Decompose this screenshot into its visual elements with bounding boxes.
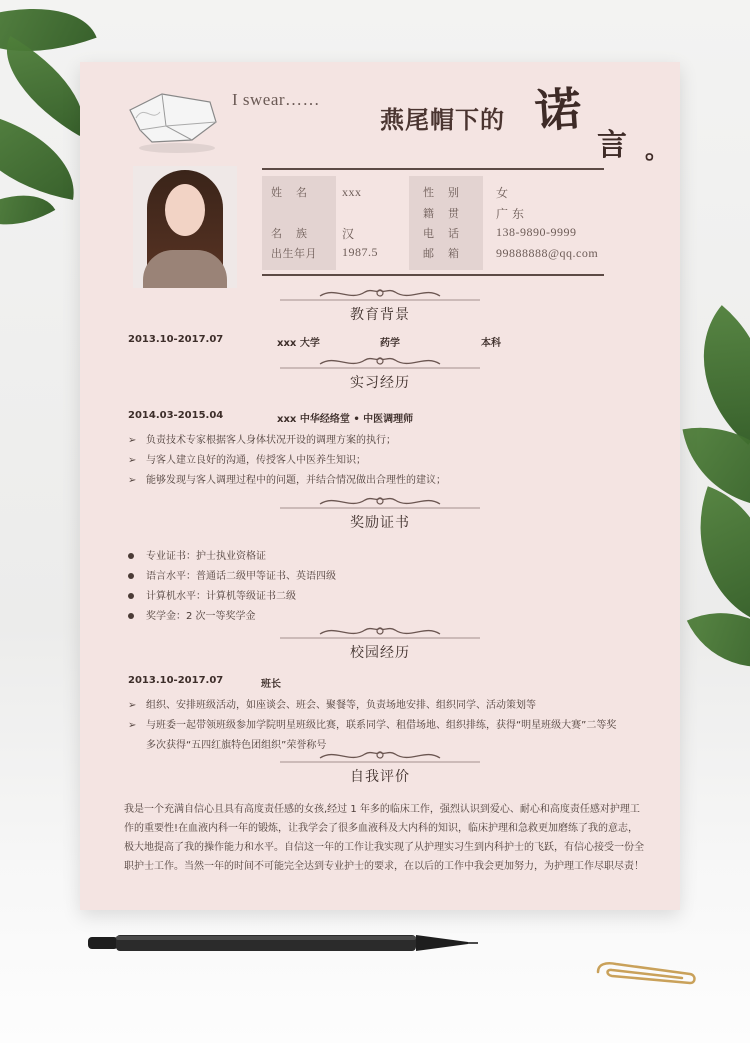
campus-role: 班长 — [261, 679, 281, 690]
title-big-char-1: 诺 — [533, 81, 584, 139]
resume-paper — [80, 62, 680, 910]
nurse-cap-icon — [122, 82, 222, 157]
pen-icon — [88, 931, 478, 955]
phone-value: 138-9890-9999 — [496, 225, 577, 239]
edu-period: 2013.10-2017.07 — [128, 334, 224, 345]
paper-clip-icon — [592, 958, 698, 988]
flourish-ornament-icon — [280, 492, 480, 514]
origin-label: 籍贯 — [423, 207, 473, 220]
edu-major: 药学 — [380, 338, 400, 349]
divider-line — [262, 274, 604, 276]
edu-degree: 本科 — [481, 338, 501, 349]
name-value: xxx — [342, 185, 362, 199]
campus-period: 2013.10-2017.07 — [128, 675, 224, 686]
origin-value: 广东 — [496, 207, 529, 221]
flourish-ornament-icon — [280, 352, 480, 374]
flourish-ornament-icon — [280, 746, 480, 768]
title-period: 。 — [645, 136, 669, 164]
list-item-continuation: 多次获得“五四红旗特色团组织”荣誉称号 — [146, 740, 327, 751]
divider-line — [262, 168, 604, 170]
email-value: 99888888@qq.com — [496, 246, 599, 260]
title-main: 燕尾帽下的 — [380, 105, 505, 134]
flourish-ornament-icon — [280, 622, 480, 644]
name-label: 姓名 — [271, 186, 321, 199]
email-label: 邮箱 — [423, 247, 473, 260]
ethnic-label: 名族 — [271, 227, 321, 240]
intern-org: xxx 中华经络堂 • 中医调理师 — [277, 414, 414, 425]
section-title: 实习经历 — [350, 375, 410, 391]
section-title: 教育背景 — [350, 307, 410, 323]
avatar-photo — [133, 166, 237, 288]
gender-label: 性别 — [423, 186, 473, 199]
list-item: 语言水平：普通话二级甲等证书、英语四级 — [128, 567, 336, 582]
section-title: 奖励证书 — [350, 515, 410, 531]
list-item: ➢ 与客人建立良好的沟通，传授客人中医养生知识； — [128, 455, 366, 466]
title-big-char-2: 言 — [597, 128, 627, 163]
list-item: 计算机水平：计算机等级证书二级 — [128, 587, 296, 602]
list-item: ➢ 组织、安排班级活动，如座谈会、班会、聚餐等，负责场地安排、组织同学、活动策划等 — [128, 700, 536, 711]
list-item: ➢ 负责技术专家根据客人身体状况开设的调理方案的执行； — [128, 435, 396, 446]
phone-label: 电话 — [423, 227, 473, 240]
flourish-ornament-icon — [280, 284, 480, 306]
list-item: 专业证书：护士执业资格证 — [128, 547, 266, 562]
section-title: 校园经历 — [350, 645, 410, 661]
edu-school: xxx 大学 — [277, 338, 320, 349]
list-item: ➢ 与班委一起带领班级参加学院明星班级比赛，联系同学、租借场地、组织排练，获得“明星班级大赛”二等奖 — [128, 720, 617, 731]
ethnic-value: 汉 — [342, 227, 355, 241]
self-evaluation-text: 我是一个充满自信心且具有高度责任感的女孩,经过 1 年多的临床工作，强烈认识到爱心、耐心和高度责任感对护理工作的重要性!在血液内科一年的锻炼，让我学会了很多血液科及大内科的知识，临床护理和急救更加磨练了我的意志，极大地提高了我的操作能力和水平。自信这一年的工作让我实现了从护理实习生到内科护士的飞跃，有信心接受一份全职护士工作。当然一年的时间不可能完全达到专业护士的要求，在以后的工作中我会更加努力，为护理工作尽职尽责！ — [124, 804, 644, 872]
swear-tagline: I swear…… — [232, 90, 321, 109]
intern-period: 2014.03-2015.04 — [128, 410, 224, 421]
gender-value: 女 — [496, 186, 509, 200]
list-item: 奖学金：2 次一等奖学金 — [128, 607, 256, 622]
list-item: ➢ 能够发现与客人调理过程中的问题，并结合情况做出合理性的建议； — [128, 475, 446, 486]
section-title: 自我评价 — [350, 769, 410, 785]
birth-value: 1987.5 — [342, 245, 378, 259]
birth-label: 出生年月 — [271, 247, 317, 260]
